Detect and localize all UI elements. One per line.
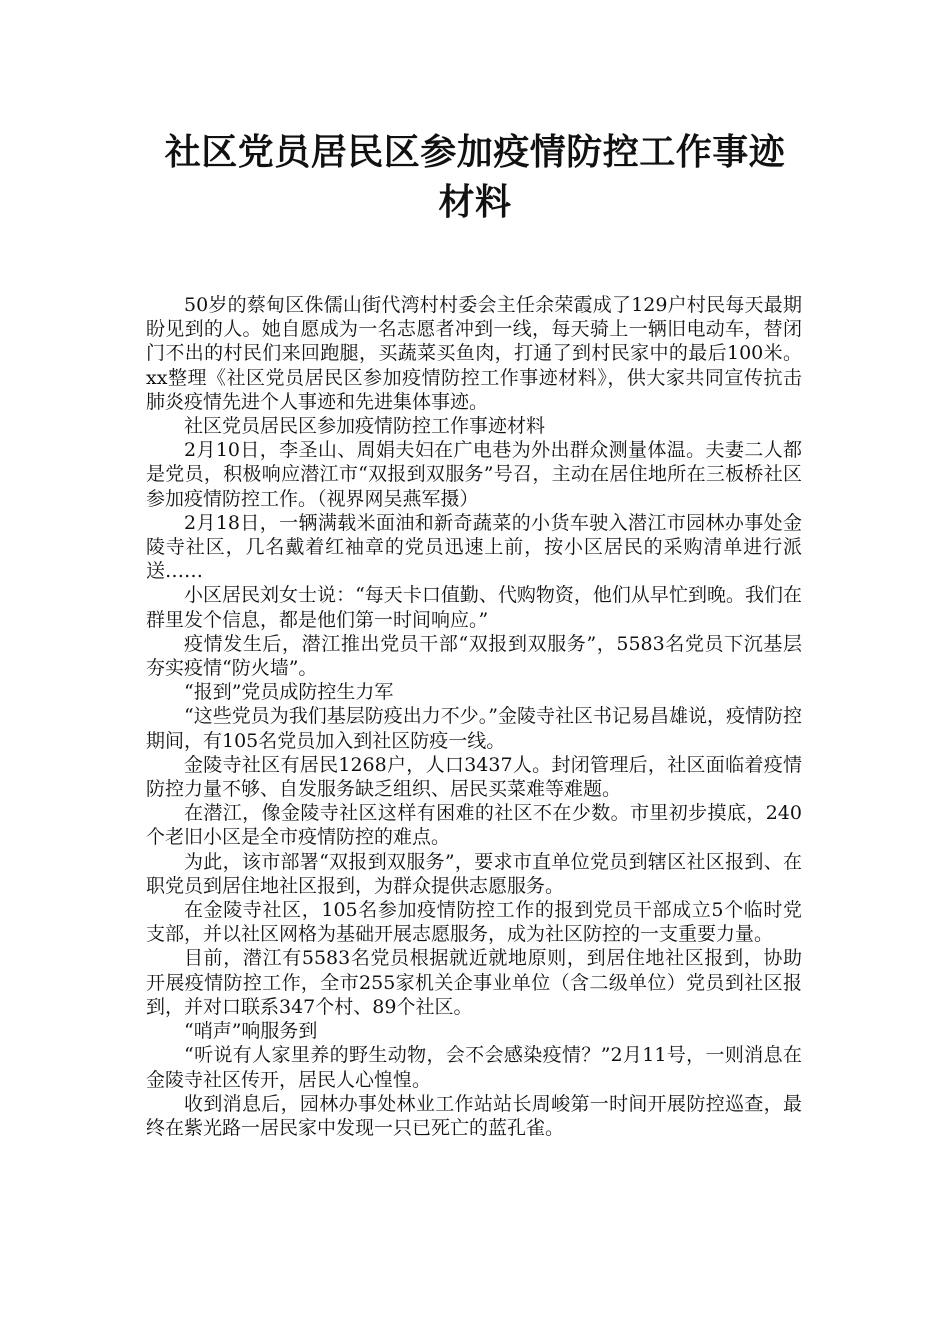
paragraph: 2月18日，一辆满载米面油和新奇蔬菜的小货车驶入潜江市园林办事处金陵寺社区，几名戴着红袖章的党员迅速上前，按小区居民的采购清单进行派送……: [146, 511, 802, 583]
paragraph: 目前，潜江有5583名党员根据就近就地原则，到居住地社区报到，协助开展疫情防控工作，全市255家机关企事业单位（含二级单位）党员到社区报到，并对口联系347个村、89个社区。: [146, 947, 802, 1018]
paragraph: 为此，该市部署“双报到双服务”，要求市直单位党员到辖区社区报到、在职党员到居住地社区报到，为群众提供志愿服务。: [146, 850, 802, 897]
paragraph: 金陵寺社区有居民1268户，人口3437人。封闭管理后，社区面临着疫情防控力量不够、自发服务缺乏组织、居民买菜难等难题。: [146, 753, 802, 801]
document-body: [146, 293, 802, 1140]
paragraph: 疫情发生后，潜江推出党员干部“双报到双服务”，5583名党员下沉基层夯实疫情“防火墙”。: [146, 632, 802, 680]
paragraph: “听说有人家里养的野生动物，会不会感染疫情？”2月11号，一则消息在金陵寺社区传开，居民人心惶惶。: [146, 1044, 802, 1091]
paragraph: “这些党员为我们基层防疫出力不少。”金陵寺社区书记易昌雄说，疫情防控期间，有105名党员加入到社区防疫一线。: [146, 705, 802, 752]
document-title-line-1: 社区党员居民区参加疫情防控工作事迹: [164, 132, 786, 173]
paragraph: 收到消息后，园林办事处林业工作站站长周峻第一时间开展防控巡查，最终在紫光路一居民家中发现一只已死亡的蓝孔雀。: [146, 1092, 802, 1139]
section-heading: “报到”党员成防控生力军: [184, 681, 394, 704]
document-title-line-2: 材料: [438, 182, 512, 223]
paragraph: 在金陵寺社区，105名参加疫情防控工作的报到党员干部成立5个临时党支部，并以社区网格为基础开展志愿服务，成为社区防控的一支重要力量。: [146, 899, 802, 946]
paragraph: 2月10日，李圣山、周娟夫妇在广电巷为外出群众测量体温。夫妻二人都是党员，积极响应潜江市“双报到双服务”号召，主动在居住地所在三板桥社区参加疫情防控工作。（视界网吴燕军摄）: [146, 439, 802, 510]
section-heading: “哨声”响服务到: [184, 1020, 318, 1043]
paragraph: 小区居民刘女士说：“每天卡口值勤、代购物资，他们从早忙到晚。我们在群里发个信息，都是他们第一时间响应。”: [146, 584, 802, 631]
document-title: [130, 128, 820, 228]
paragraph: 社区党员居民区参加疫情防控工作事迹材料: [184, 415, 546, 438]
paragraph: 50岁的蔡甸区侏儒山街代湾村村委会主任余荣霞成了129户村民每天最期盼见到的人。她自愿成为一名志愿者冲到一线，每天骑上一辆旧电动车，替闭门不出的村民们来回跑腿，买蔬菜买鱼肉，打通了到村民家中的最后100米。xx整理《社区党员居民区参加疫情防控工作事迹材料》，供大家共同宣传抗击肺炎疫情先进个人事迹和先进集体事迹。: [146, 294, 802, 413]
paragraph: 在潜江，像金陵寺社区这样有困难的社区不在少数。市里初步摸底，240个老旧小区是全市疫情防控的难点。: [146, 802, 802, 849]
